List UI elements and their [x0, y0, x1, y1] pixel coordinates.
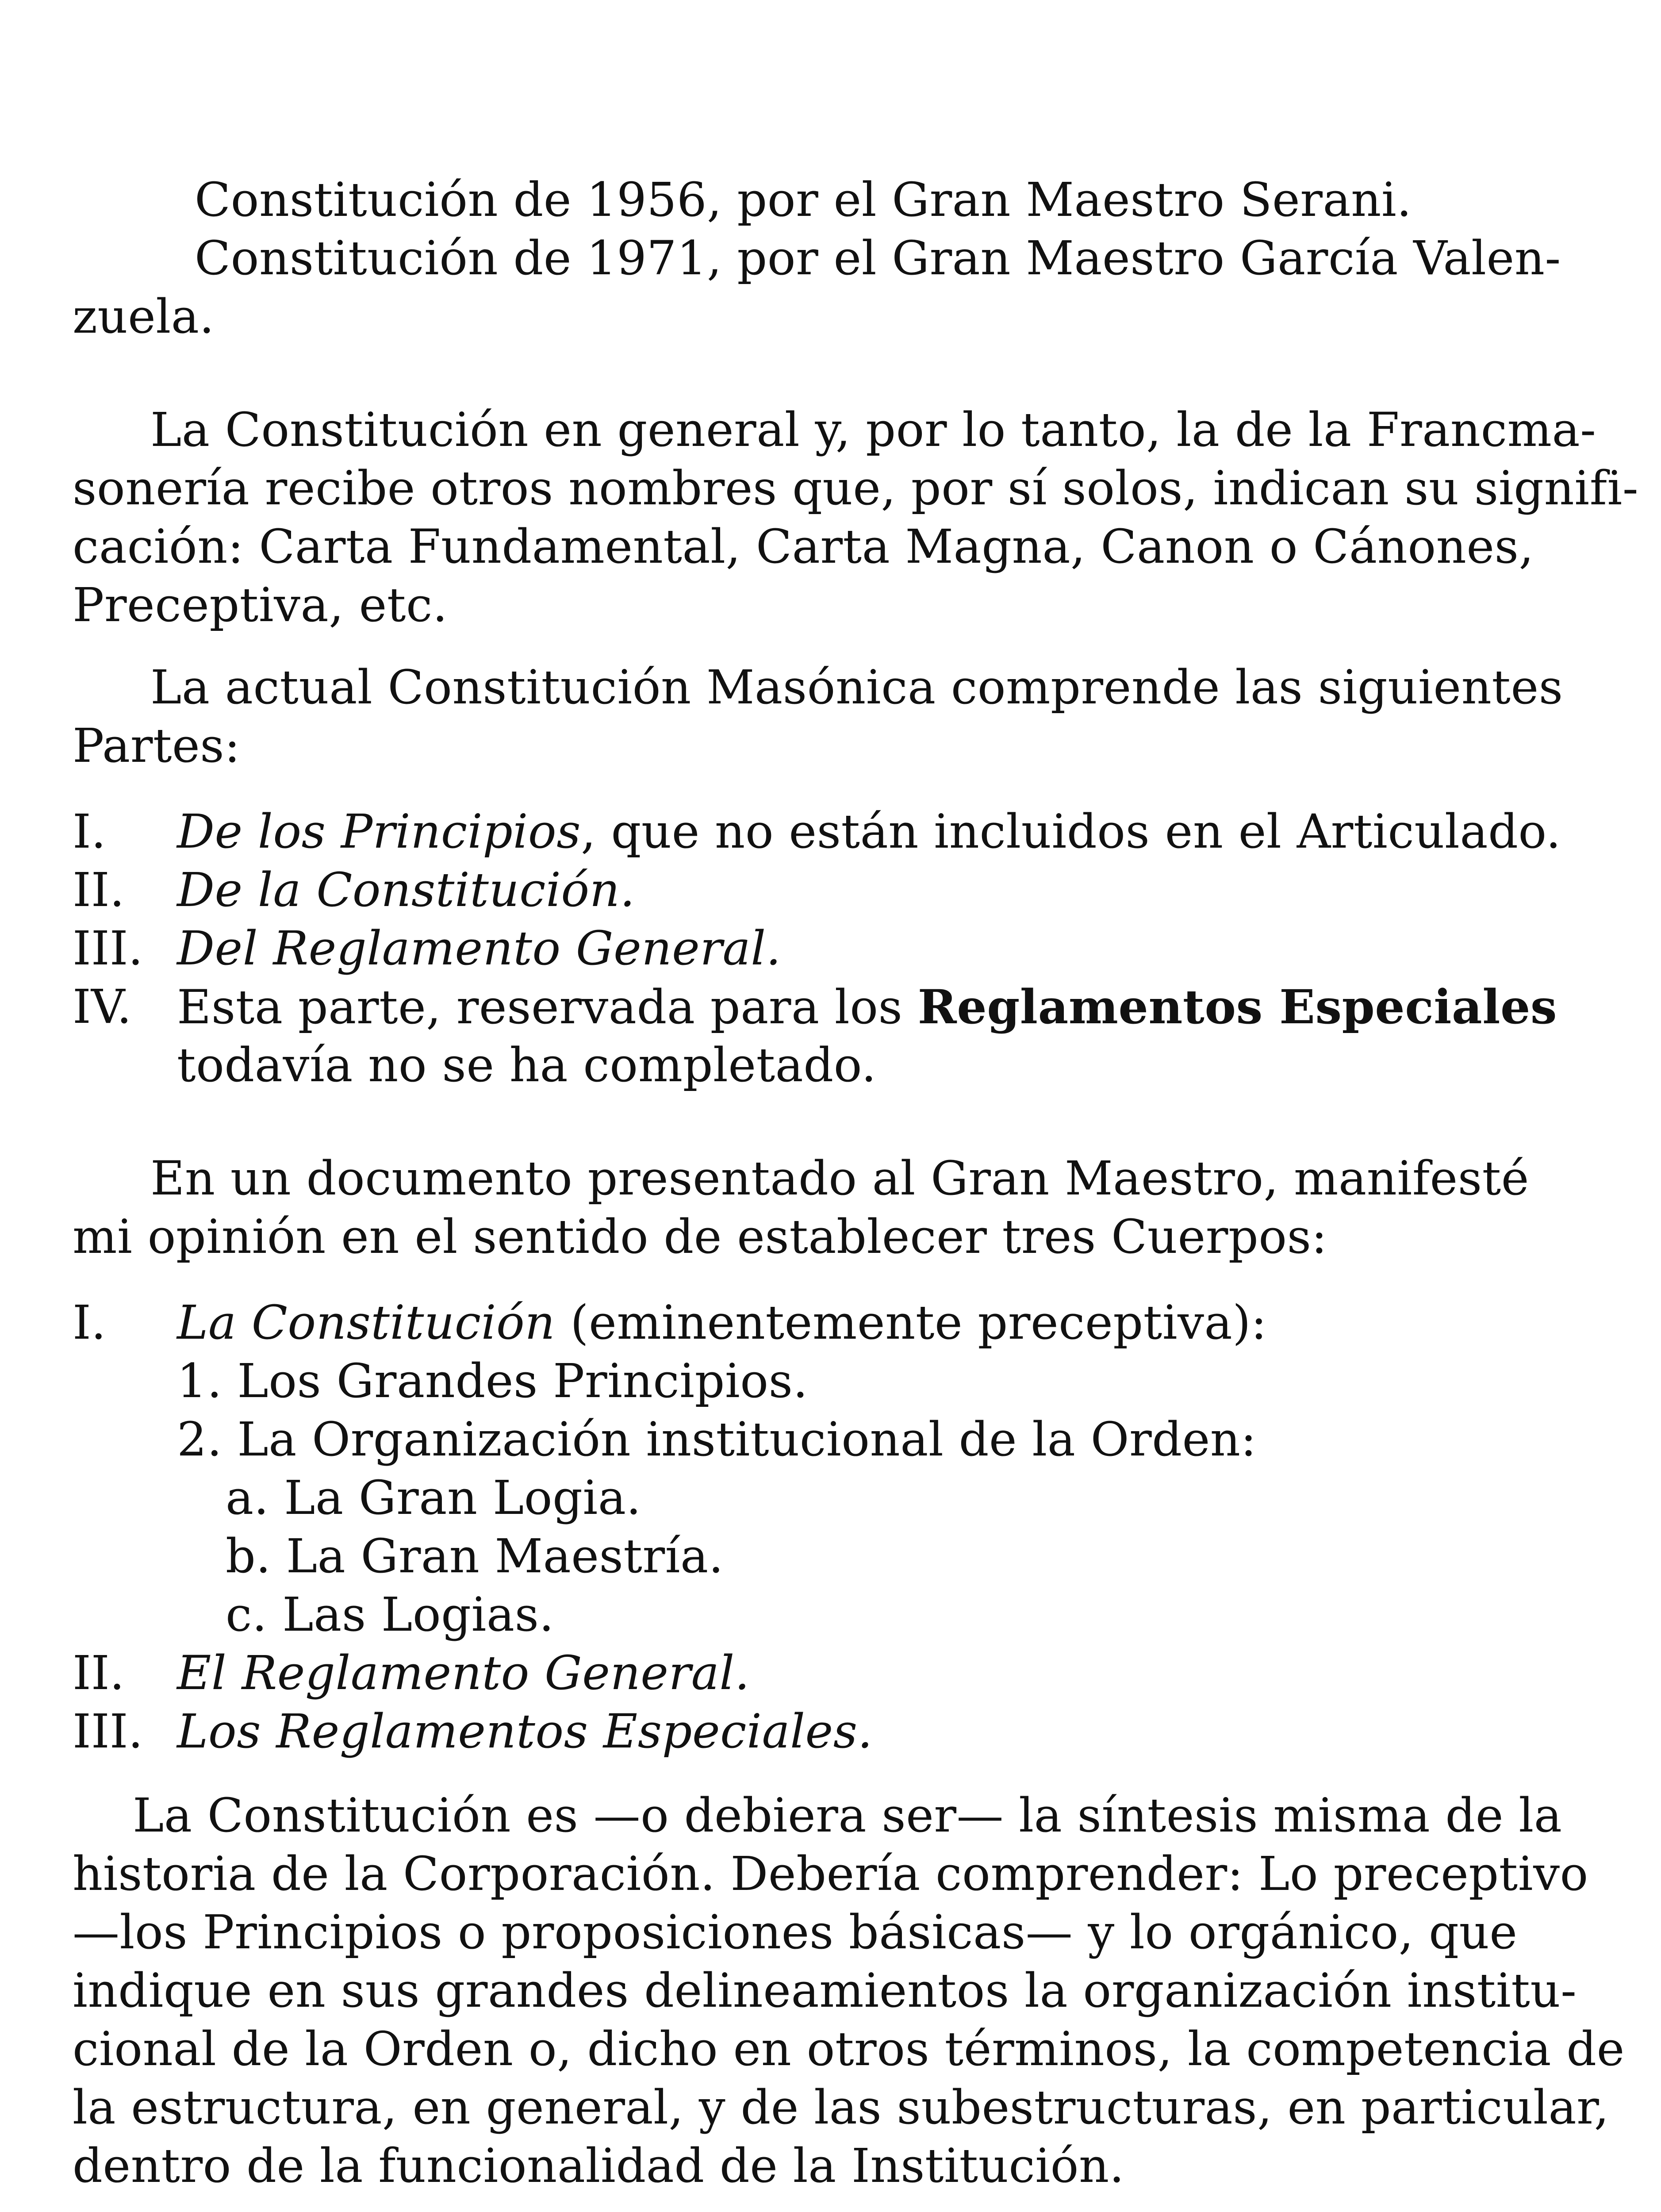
list-item-title: Los Reglamentos Especiales. [177, 1704, 873, 1759]
text-line: Preceptiva, etc. [73, 578, 448, 632]
list-number: II. [73, 1646, 125, 1700]
list-number: IV. [73, 979, 132, 1034]
text-line: La actual Constitución Masónica comprende las siguientes [150, 660, 1563, 714]
text-line: La Constitución es —o debiera ser— la síntesis misma de la [133, 1788, 1562, 1843]
text-line: cación: Carta Fundamental, Carta Magna, Canon o Cánones, [73, 519, 1534, 574]
sub-sub-item: c. Las Logias. [226, 1587, 554, 1642]
text-line: historia de la Corporación. Debería comprender: Lo preceptivo [73, 1847, 1588, 1901]
list-item-title: Del Reglamento General. [177, 921, 781, 975]
list-item-title: La Constitución [177, 1295, 556, 1350]
sub-item: 2. La Organización institucional de la Orden: [177, 1412, 1257, 1467]
list-item [177, 1294, 1267, 1351]
list-item-text: Esta parte, reservada para los [177, 980, 918, 1034]
list-item-bold: Reglamentos Especiales [917, 979, 1557, 1034]
text-line: Partes: [73, 718, 241, 773]
list-number: I. [73, 1295, 106, 1350]
list-number: I. [73, 804, 106, 859]
list-number: III. [73, 1704, 143, 1759]
list-number: II. [73, 863, 125, 917]
list-item-title: El Reglamento General. [177, 1646, 750, 1700]
list-item [177, 803, 1561, 860]
text-line: la estructura, en general, y de las subestructuras, en particular, [73, 2080, 1609, 2135]
text-line: —los Principios o proposiciones básicas— y lo orgánico, que [73, 1905, 1518, 1959]
list-item-title: De la Constitución. [177, 863, 635, 917]
sub-item: 1. Los Grandes Principios. [177, 1354, 808, 1408]
text-line: mi opinión en el sentido de establecer tres Cuerpos: [73, 1210, 1327, 1264]
list-item [177, 979, 1557, 1036]
text-line: zuela. [73, 289, 215, 344]
text-line: Constitución de 1971, por el Gran Maestro García Valen- [195, 231, 1561, 285]
list-item-text: , que no están incluidos en el Articulado. [581, 804, 1561, 859]
text-line: sonería recibe otros nombres que, por sí solos, indican su signifi- [73, 461, 1639, 515]
list-item-text: (eminentemente preceptiva): [555, 1295, 1267, 1350]
sub-sub-item: b. La Gran Maestría. [226, 1529, 724, 1583]
list-item-continuation: todavía no se ha completado. [177, 1038, 877, 1092]
list-number: III. [73, 921, 143, 975]
text-line: dentro de la funcionalidad de la Institución. [73, 2139, 1124, 2193]
text-line: cional de la Orden o, dicho en otros términos, la competencia de [73, 2022, 1625, 2076]
text-line: La Constitución en general y, por lo tanto, la de la Francma- [150, 403, 1596, 457]
text-line: En un documento presentado al Gran Maestro, manifesté [150, 1151, 1530, 1206]
list-item-title: De los Principios [177, 804, 581, 859]
text-line: indique en sus grandes delineamientos la organización institu- [73, 1963, 1577, 2018]
text-line: Constitución de 1956, por el Gran Maestro Serani. [195, 173, 1412, 227]
sub-sub-item: a. La Gran Logia. [226, 1471, 641, 1525]
